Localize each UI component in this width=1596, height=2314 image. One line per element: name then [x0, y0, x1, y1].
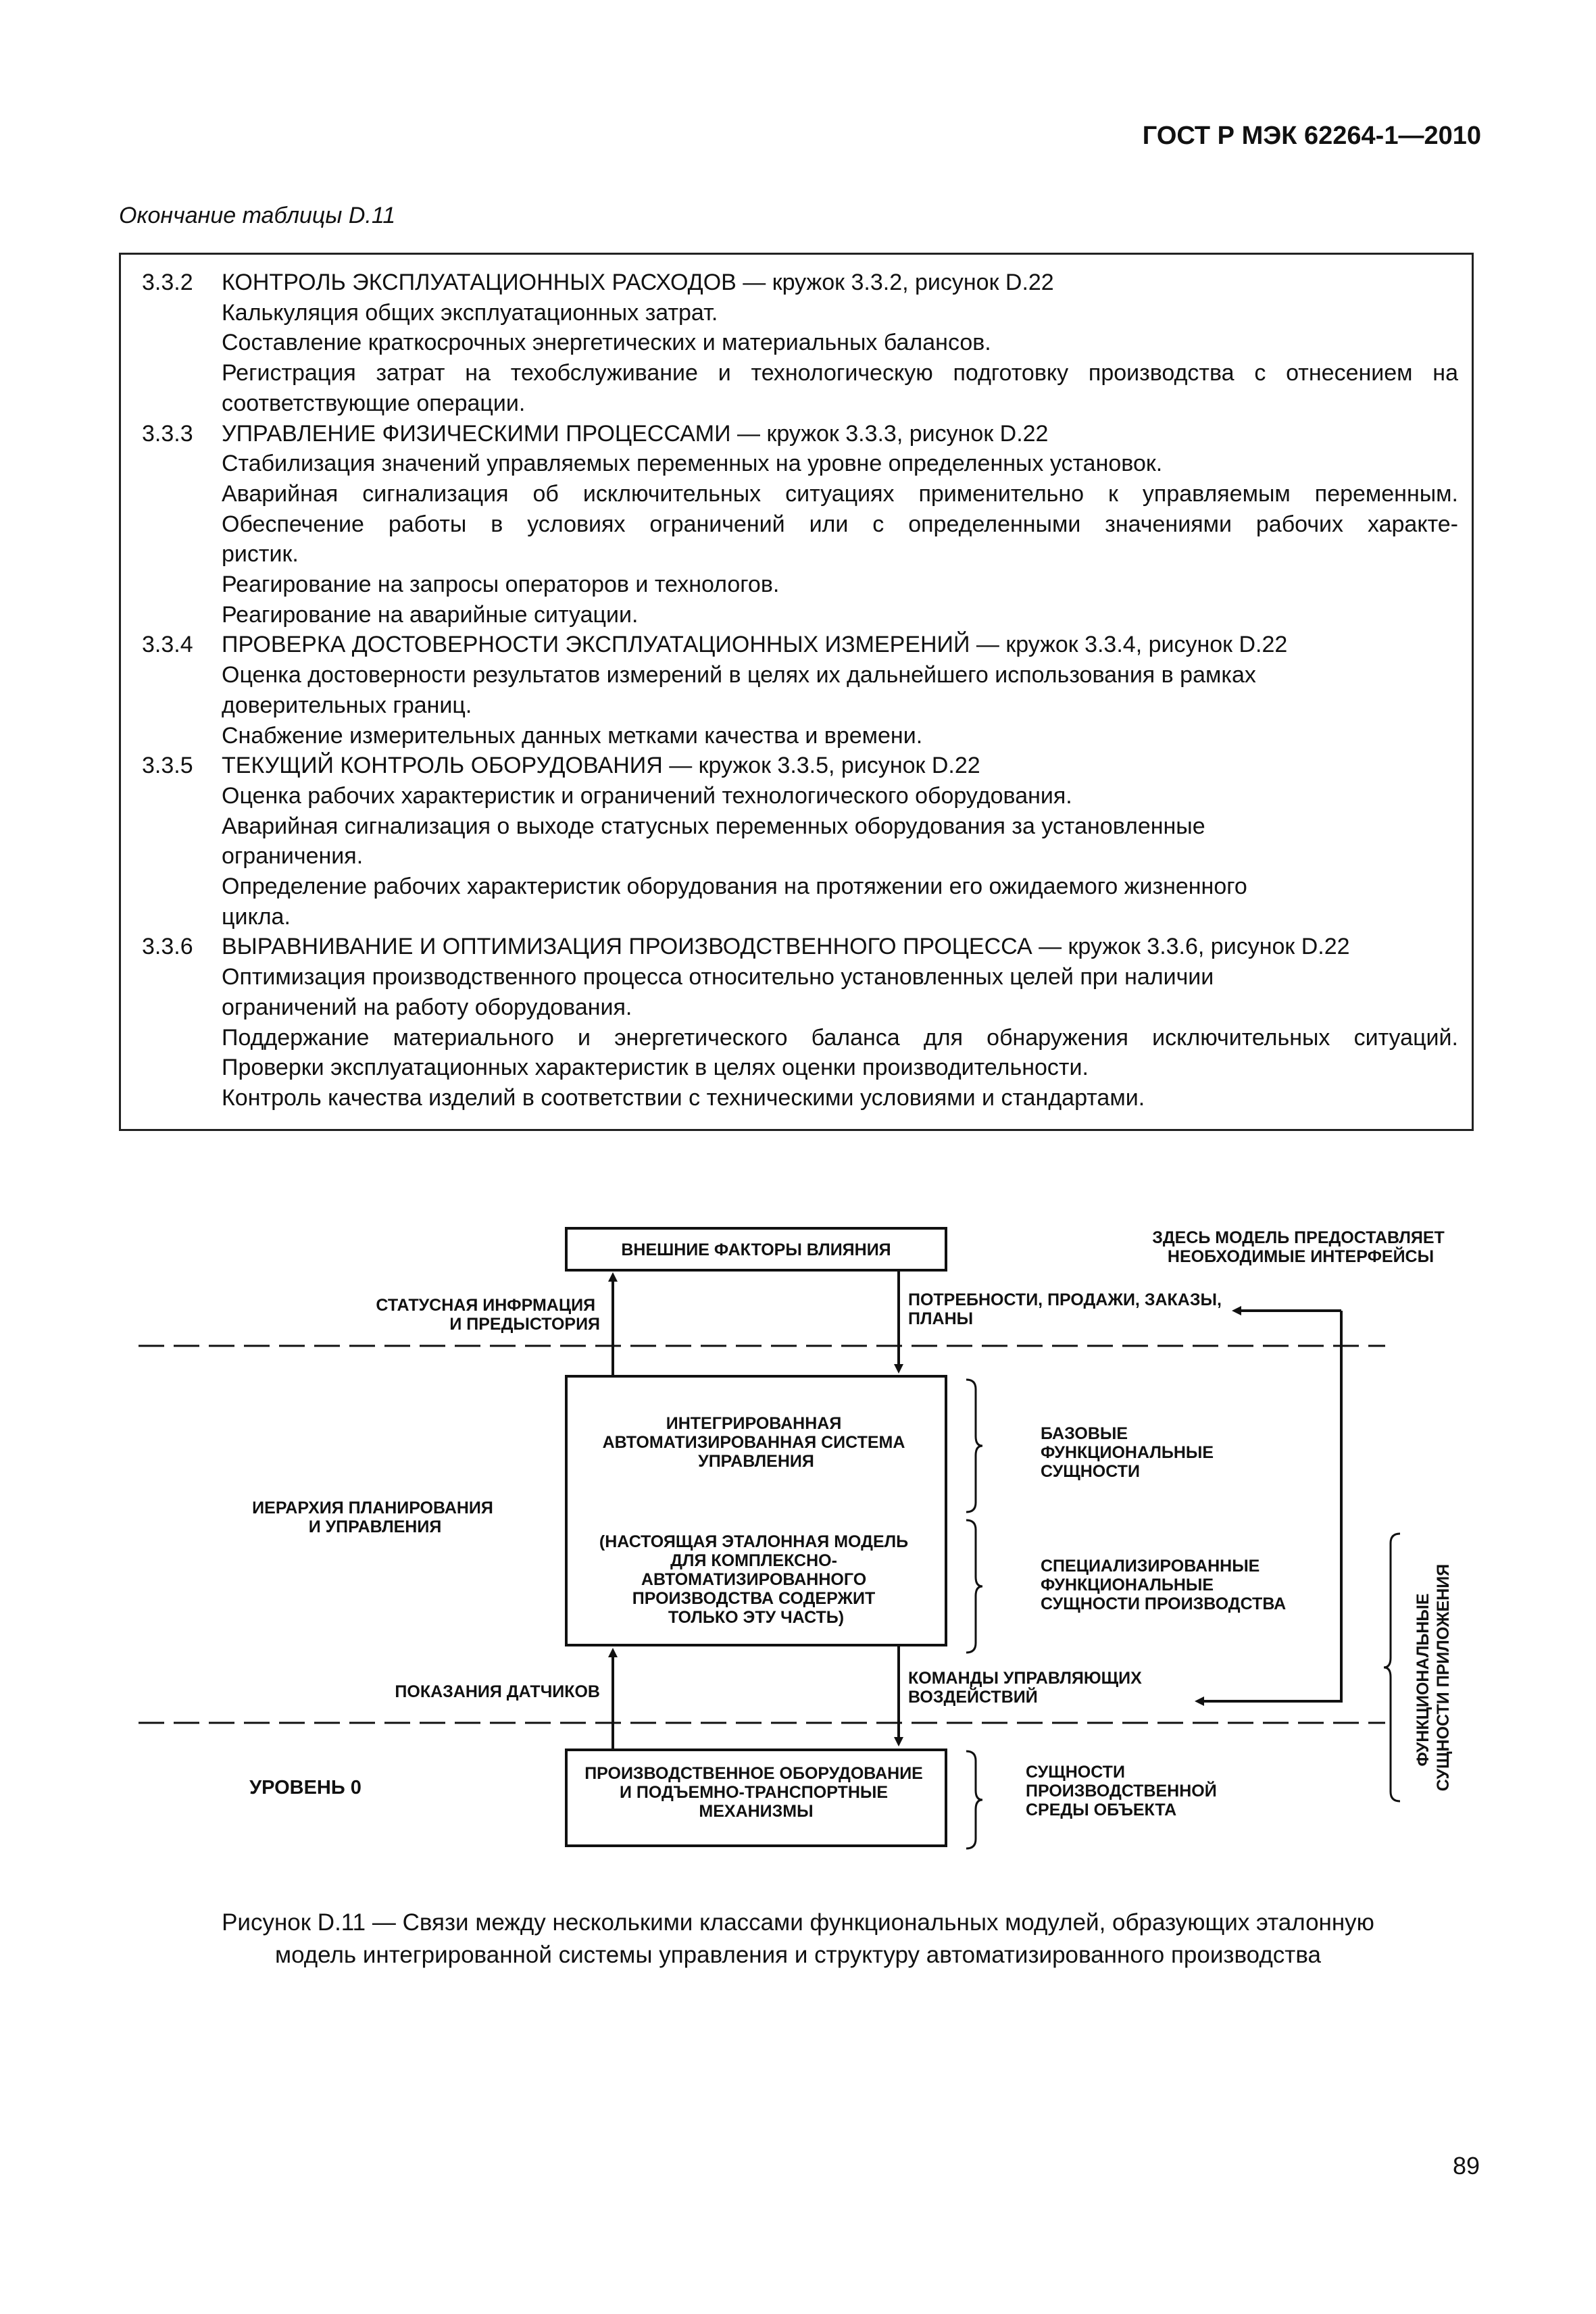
base-entities-line: ФУНКЦИОНАЛЬНЫЕ [1041, 1443, 1214, 1462]
special-entities-line: СУЩНОСТИ ПРОИЗВОДСТВА [1041, 1594, 1287, 1613]
hierarchy-line: И УПРАВЛЕНИЯ [308, 1517, 442, 1536]
table-row-text: ВЫРАВНИВАНИЕ И ОПТИМИЗАЦИЯ ПРОИЗВОДСТВЕННОГО ПРОЦЕССА — кружок 3.3.6, рисунок D.22 [222, 934, 1350, 959]
external-factors-label: ВНЕШНИЕ ФАКТОРЫ ВЛИЯНИЯ [621, 1240, 891, 1259]
svg-text:ПРОИЗВОДСТВЕННОЕ ОБОРУДОВАНИЕ [584, 1764, 928, 1821]
interface-loop-line [1199, 1311, 1341, 1701]
sensors-label: ПОКАЗАНИЯ ДАТЧИКОВ [395, 1682, 600, 1701]
special-entities-line: ФУНКЦИОНАЛЬНЫЕ [1041, 1576, 1214, 1594]
needs-line: ПОТРЕБНОСТИ, ПРОДАЖИ, ЗАКАЗЫ, [908, 1290, 1222, 1309]
document-id-header: ГОСТ Р МЭК 62264-1—2010 [1142, 122, 1481, 150]
svg-text:СПЕЦИАЛИЗИРОВАННЫЕ ФУНКЦИО [1041, 1557, 1286, 1613]
main-box-note-line: ПРОИЗВОДСТВА СОДЕРЖИТ [632, 1589, 876, 1608]
commands-line: КОМАНДЫ УПРАВЛЯЮЩИХ [908, 1669, 1142, 1688]
main-box-note-line: ДЛЯ КОМПЛЕКСНО- [670, 1551, 837, 1570]
table-row-text: Реагирование на аварийные ситуации. [222, 602, 639, 628]
main-box-note-line: ТОЛЬКО ЭТУ ЧАСТЬ) [668, 1608, 845, 1627]
table-row-text: Реагирование на запросы операторов и технологов. [222, 572, 780, 597]
base-entities-line: БАЗОВЫЕ [1041, 1424, 1128, 1443]
table-row-text: ограничений на работу оборудования. [222, 995, 632, 1020]
table-row-text: ограничения. [222, 843, 364, 869]
table-row-text: Оценка достоверности результатов измерений в целях их дальнейшего использования в рамках [222, 662, 1256, 688]
status-info-line: И ПРЕДЫСТОРИЯ [449, 1315, 600, 1334]
table-caption: Окончание таблицы D.11 [119, 203, 396, 228]
brace-application [1384, 1534, 1400, 1801]
app-entities-line: СУЩНОСТИ ПРИЛОЖЕНИЯ [1434, 1563, 1453, 1792]
commands-line: ВОЗДЕЙСТВИЙ [908, 1688, 1038, 1707]
svg-text:(НАСТОЯЩАЯ ЭТАЛОННАЯ МОДЕЛЬ [599, 1532, 913, 1627]
table-row-text: УПРАВЛЕНИЕ ФИЗИЧЕСКИМИ ПРОЦЕССАМИ — кружок 3.3.3, рисунок D.22 [222, 421, 1049, 447]
table-row-text: КОНТРОЛЬ ЭКСПЛУАТАЦИОННЫХ РАСХОДОВ — кружок 3.3.2, рисунок D.22 [222, 270, 1054, 295]
table-row-text: Оценка рабочих характеристик и ограничений технологического оборудования. [222, 783, 1072, 809]
main-box-line: УПРАВЛЕНИЯ [698, 1452, 814, 1471]
main-box-note-line: АВТОМАТИЗИРОВАННОГО [641, 1570, 867, 1589]
svg-text:ИЕРАРХИЯ ПЛАНИРОВАНИЯ И УП [252, 1499, 498, 1536]
svg-text:КОМАНДЫ УПРАВЛЯЮЩИХ ВОЗДЕЙ [908, 1669, 1147, 1707]
svg-text:СТАТУСНАЯ ИНФРМАЦИЯ И ПРЕД [376, 1296, 600, 1334]
env-entities-line: СРЕДЫ ОБЪЕКТА [1026, 1801, 1177, 1819]
env-entities-line: ПРОИЗВОДСТВЕННОЙ [1026, 1782, 1217, 1801]
needs-line: ПЛАНЫ [908, 1309, 974, 1328]
svg-text:СУЩНОСТИ ПРОИЗВОДСТВЕННОЙ [1026, 1763, 1222, 1819]
table-row-text: соответствующие операции. [222, 391, 526, 416]
equipment-box-line: ПРОИЗВОДСТВЕННОЕ ОБОРУДОВАНИЕ [584, 1764, 923, 1783]
table-row-text: Снабжение измерительных данных метками качества и времени. [222, 723, 923, 749]
brace-special [966, 1520, 982, 1653]
table-row-text: Контроль качества изделий в соответствии с техническими условиями и стандартами. [222, 1085, 1145, 1111]
table-row-number: 3.3.3 [142, 421, 193, 447]
status-info-line: СТАТУСНАЯ ИНФРМАЦИЯ [376, 1296, 596, 1315]
brace-environment [966, 1751, 982, 1848]
table-row-number: 3.3.6 [142, 934, 193, 959]
table-row-text: Определение рабочих характеристик оборудования на протяжении его ожидаемого жизненного [222, 874, 1247, 899]
interfaces-note-line: НЕОБХОДИМЫЕ ИНТЕРФЕЙСЫ [1167, 1247, 1435, 1266]
main-box-line: ИНТЕГРИРОВАННАЯ [666, 1414, 842, 1433]
table-row-text: ПРОВЕРКА ДОСТОВЕРНОСТИ ЭКСПЛУАТАЦИОННЫХ ИЗМЕРЕНИЙ — кружок 3.3.4, рисунок D.22 [222, 632, 1288, 657]
svg-text:ПОТРЕБНОСТИ, ПРОДАЖИ, ЗАКАЗЫ, [908, 1290, 1226, 1328]
table-row-text: Составление краткосрочных энергетических и материальных балансов. [222, 330, 991, 355]
figure-caption [0, 1907, 1596, 1971]
env-entities-line: СУЩНОСТИ [1026, 1763, 1125, 1782]
app-entities-line: ФУНКЦИОНАЛЬНЫЕ [1414, 1593, 1432, 1767]
table-row-text: Проверки эксплуатационных характеристик в целях оценки производительности. [222, 1055, 1089, 1080]
table-row-text: Калькуляция общих эксплуатационных затрат. [222, 300, 718, 326]
table-row-text: ристик. [222, 541, 299, 567]
base-entities-line: СУЩНОСТИ [1041, 1462, 1140, 1481]
figure-caption-line: Рисунок D.11 — Связи между несколькими классами функциональных модулей, образующих эталонную [222, 1909, 1374, 1936]
table-row-text: Регистрация затрат на техобслуживание и технологическую подготовку производства с отнесением на [222, 360, 1458, 386]
hierarchy-line: ИЕРАРХИЯ ПЛАНИРОВАНИЯ [252, 1499, 493, 1517]
interfaces-note-line: ЗДЕСЬ МОДЕЛЬ ПРЕДОСТАВЛЯЕТ [1152, 1228, 1445, 1247]
main-box-line: АВТОМАТИЗИРОВАННАЯ СИСТЕМА [602, 1433, 905, 1452]
table-row-text: цикла. [222, 904, 291, 930]
table-row-text: Обеспечение работы в условиях ограничений или с определенными значениями рабочих характе- [222, 511, 1458, 537]
table-row-text: Поддержание материального и энергетического баланса для обнаружения исключительных ситуаций. [222, 1025, 1458, 1051]
table-row-text: ТЕКУЩИЙ КОНТРОЛЬ ОБОРУДОВАНИЯ — кружок 3.3.5, рисунок D.22 [222, 753, 980, 778]
equipment-box-line: И ПОДЪЕМНО-ТРАНСПОРТНЫЕ [620, 1783, 889, 1802]
brace-base [966, 1380, 982, 1512]
svg-text:ИНТЕГРИРОВАННАЯ АВТОМАТИЗИ [603, 1414, 910, 1471]
figure-caption-line: модель интегрированной системы управления и структуру автоматизированного производства [275, 1942, 1321, 1968]
special-entities-line: СПЕЦИАЛИЗИРОВАННЫЕ [1041, 1557, 1260, 1576]
equipment-box-line: МЕХАНИЗМЫ [699, 1802, 814, 1821]
table-row-text: доверительных границ. [222, 693, 472, 718]
page-number: 89 [1452, 2152, 1480, 2180]
main-box-note-line: (НАСТОЯЩАЯ ЭТАЛОННАЯ МОДЕЛЬ [599, 1532, 909, 1551]
table-row-text: Аварийная сигнализация об исключительных ситуациях применительно к управляемым переменным. [222, 481, 1458, 507]
svg-text:ФУНКЦИОНАЛЬНЫЕ СУЩНОСТИ ПР [1414, 1564, 1453, 1791]
table-row-number: 3.3.4 [142, 632, 193, 657]
relations-diagram [0, 1203, 1596, 1865]
table-row-text: Аварийная сигнализация о выходе статусных переменных оборудования за установленные [222, 813, 1205, 839]
table-row-text: Оптимизация производственного процесса относительно установленных целей при наличии [222, 964, 1214, 990]
level0-label: УРОВЕНЬ 0 [249, 1777, 361, 1799]
table-row-number: 3.3.5 [142, 753, 193, 778]
svg-text:БАЗОВЫЕ ФУНКЦИОНАЛЬНЫЕ [1041, 1424, 1218, 1481]
table-row-text: Стабилизация значений управляемых переменных на уровне определенных установок. [222, 451, 1163, 476]
table-row-number: 3.3.2 [142, 270, 193, 295]
svg-text:ЗДЕСЬ МОДЕЛЬ ПРЕДОСТАВЛЯЕТ [1152, 1228, 1449, 1266]
